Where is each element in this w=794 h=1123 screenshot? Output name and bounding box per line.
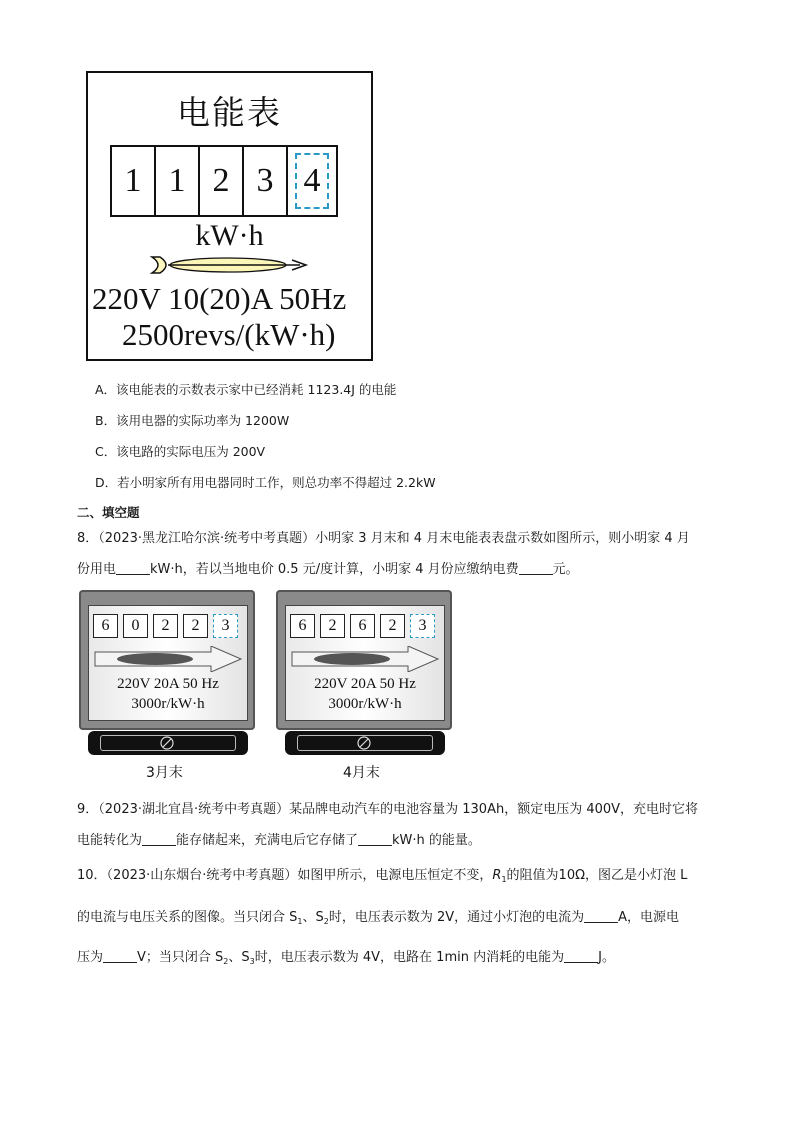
switch-subscript: 1 [297,917,303,926]
q8-blank-1[interactable] [116,562,150,575]
caption-march: 3月末 [146,765,183,781]
resistor-subscript: 1 [501,875,507,884]
arrow-disc-icon [93,646,243,672]
q10-text-f: A，电源电 [618,910,680,925]
q10-line1 [77,864,687,884]
option-a: A．该电能表的示数表示家中已经消耗 1123.4J 的电能 [95,382,397,397]
q9-text-c: kW·h 的能量。 [392,833,481,848]
q10-text-k: J。 [598,950,615,965]
meter-digit-decimal: 3 [213,614,238,638]
q9-blank-1[interactable] [142,833,176,846]
energy-meter-figure [86,71,373,361]
q10-blank-1[interactable] [584,910,618,923]
q10-blank-2[interactable] [103,950,137,963]
meter-title: 电能表 [177,93,282,132]
meter-digit: 2 [380,614,405,638]
q9-line1: 9．（2023·湖北宜昌·统考中考真题）某品牌电动汽车的电池容量为 130Ah，额定电压为 400V，充电时它将 [77,802,699,817]
meter-base [88,731,248,755]
q10-text-h: V；当只闭合 S [137,950,224,965]
q8-line1: 8．（2023·黑龙江哈尔滨·统考中考真题）小明家 3 月末和 4 月末电能表表盘示数如图所示，则小明家 4 月 [77,531,690,546]
meter-spec-constant: 2500revs/(kW·h) [122,317,336,352]
meter-digit-decimal: 3 [410,614,435,638]
resistor-symbol: R [492,868,502,883]
screw-icon [160,736,174,750]
meter-march [79,590,255,730]
screw-icon [357,736,371,750]
meter-base [285,731,445,755]
q10-text-b: 的阻值为10Ω，图乙是小灯泡 L [506,868,688,883]
meter-digit: 1 [112,147,156,215]
q10-text-i: 、S [228,950,250,965]
option-d: D．若小明家所有用电器同时工作，则总功率不得超过 2.2kW [95,475,436,490]
meter-spec-rating: 220V 10(20)A 50Hz [92,281,347,316]
switch-subscript: 3 [249,957,255,966]
meter-digit-display [110,145,338,217]
option-c: C．该电路的实际电压为 200V [95,444,266,459]
section-heading: 二、填空题 [77,505,140,520]
q10-line2 [77,906,679,926]
arrow-disc-icon [290,646,440,672]
meter-face [285,605,445,721]
meter-spec-constant: 3000r/kW·h [328,696,402,712]
meter-digit: 2 [183,614,208,638]
q9-text-b: 能存储起来，充满电后它存储了 [176,833,359,848]
q8-text-a: 份用电 [77,562,117,577]
meter-digit: 2 [320,614,345,638]
q10-text-c: 的电流与电压关系的图像。当只闭合 S [77,910,298,925]
meter-digit: 6 [290,614,315,638]
meter-april [276,590,452,730]
meter-digit-decimal [288,147,336,215]
meter-digit: 0 [123,614,148,638]
q9-blank-2[interactable] [358,833,392,846]
switch-subscript: 2 [323,917,329,926]
caption-april: 4月末 [343,765,380,781]
meter-spec-constant: 3000r/kW·h [131,696,205,712]
q8-text-c: 元。 [552,562,579,577]
q9-line2 [77,829,481,848]
q8-text-b: kW·h，若以当地电价 0.5 元/度计算，小明家 4 月份应缴纳电费 [150,562,519,577]
meter-spec-rating: 220V 20A 50 Hz [314,676,416,692]
q8-line2 [77,558,579,577]
rotor-disc-icon [150,251,310,279]
q8-blank-2[interactable] [519,562,553,575]
meter-unit: kW·h [195,219,264,252]
meter-digit-display [290,614,435,638]
q10-blank-3[interactable] [564,950,598,963]
meter-digit: 3 [244,147,288,215]
meter-digit: 6 [93,614,118,638]
q9-text-a: 电能转化为 [77,833,143,848]
decimal-digit-box: 4 [295,153,329,209]
q10-text-g: 压为 [77,950,104,965]
q10-text-a: 10．（2023·山东烟台·统考中考真题）如图甲所示，电源电压恒定不变， [77,868,493,883]
q10-text-e: 时，电压表示数为 2V，通过小灯泡的电流为 [328,910,585,925]
switch-subscript: 2 [223,957,229,966]
meter-spec-rating: 220V 20A 50 Hz [117,676,219,692]
q10-text-d: 、S [302,910,324,925]
meter-digit: 6 [350,614,375,638]
meter-digit: 2 [200,147,244,215]
meter-digit: 1 [156,147,200,215]
q10-text-j: 时，电压表示数为 4V，电路在 1min 内消耗的电能为 [254,950,565,965]
q10-line3 [77,946,615,966]
meter-digit-display [93,614,238,638]
option-b: B．该用电器的实际功率为 1200W [95,413,290,428]
meter-digit: 2 [153,614,178,638]
meter-face [88,605,248,721]
